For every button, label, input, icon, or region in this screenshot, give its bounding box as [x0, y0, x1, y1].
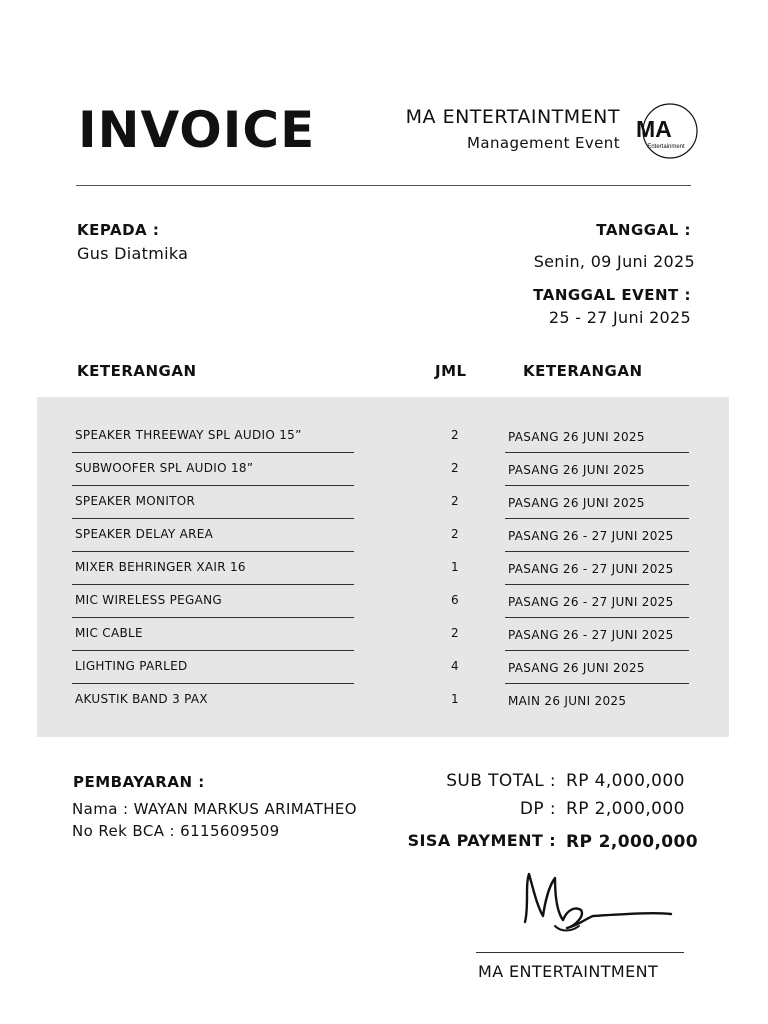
- table-row: [75, 651, 695, 684]
- item-note: PASANG 26 JUNI 2025: [508, 463, 645, 477]
- item-qty: 1: [451, 692, 459, 706]
- table-row: [75, 618, 695, 651]
- column-header-note: KETERANGAN: [523, 362, 643, 380]
- item-name: LIGHTING PARLED: [75, 659, 188, 673]
- item-name: SPEAKER MONITOR: [75, 494, 196, 508]
- signature-name: MA ENTERTAINTMENT: [478, 962, 659, 981]
- logo-mark: MA: [636, 116, 672, 142]
- item-name: AKUSTIK BAND 3 PAX: [75, 692, 208, 706]
- recipient-name: Gus Diatmika: [77, 244, 189, 263]
- item-qty: 4: [451, 659, 459, 673]
- dp-value: RP 2,000,000: [566, 799, 685, 819]
- date-label: TANGGAL :: [596, 221, 691, 239]
- company-name: MA ENTERTAINTMENT: [405, 106, 620, 128]
- date-value: Senin, 09 Juni 2025: [533, 252, 695, 271]
- item-note: PASANG 26 JUNI 2025: [508, 661, 645, 675]
- item-note: PASANG 26 - 27 JUNI 2025: [508, 595, 674, 609]
- item-qty: 2: [451, 461, 459, 475]
- subtotal-label: SUB TOTAL :: [446, 771, 556, 791]
- item-name: MIC CABLE: [75, 626, 143, 640]
- dp-label: DP :: [519, 799, 556, 819]
- item-qty: 2: [451, 626, 459, 640]
- item-qty: 6: [451, 593, 459, 607]
- item-name: MIC WIRELESS PEGANG: [75, 593, 223, 607]
- item-name: MIXER BEHRINGER XAIR 16: [75, 560, 246, 574]
- item-qty: 1: [451, 560, 459, 574]
- company-tagline: Management Event: [467, 134, 620, 152]
- company-logo: [630, 102, 704, 160]
- item-qty: 2: [451, 428, 459, 442]
- recipient-label: KEPADA :: [77, 221, 160, 239]
- item-qty: 2: [451, 527, 459, 541]
- item-note: PASANG 26 - 27 JUNI 2025: [508, 562, 674, 576]
- payment-name: Nama : WAYAN MARKUS ARIMATHEO: [72, 800, 357, 818]
- column-header-qty: JML: [435, 362, 467, 380]
- invoice-title: INVOICE: [78, 101, 316, 159]
- item-note: MAIN 26 JUNI 2025: [508, 694, 627, 708]
- subtotal-value: RP 4,000,000: [566, 771, 685, 791]
- item-name: SPEAKER DELAY AREA: [75, 527, 214, 541]
- payment-label: PEMBAYARAN :: [73, 773, 205, 791]
- header-divider: [76, 185, 691, 186]
- balance-value: RP 2,000,000: [566, 832, 698, 852]
- event-date-value: 25 - 27 Juni 2025: [548, 308, 691, 327]
- payment-account: No Rek BCA : 6115609509: [72, 822, 280, 840]
- item-note: PASANG 26 JUNI 2025: [508, 430, 645, 444]
- item-name: SPEAKER THREEWAY SPL AUDIO 15”: [75, 428, 302, 442]
- table-row: [75, 552, 695, 585]
- table-row: [75, 486, 695, 519]
- logo-caption: Entertainment: [647, 144, 685, 150]
- table-row: [75, 453, 695, 486]
- item-name: SUBWOOFER SPL AUDIO 18”: [75, 461, 254, 475]
- item-note: PASANG 26 - 27 JUNI 2025: [508, 529, 674, 543]
- item-note: PASANG 26 - 27 JUNI 2025: [508, 628, 674, 642]
- signature-image: [515, 866, 675, 938]
- item-note: PASANG 26 JUNI 2025: [508, 496, 645, 510]
- balance-label: SISA PAYMENT :: [407, 831, 556, 850]
- table-row: [75, 684, 695, 717]
- column-header-item: KETERANGAN: [77, 362, 197, 380]
- signature-line: [476, 952, 684, 953]
- item-qty: 2: [451, 494, 459, 508]
- event-date-label: TANGGAL EVENT :: [533, 286, 691, 304]
- table-row: [75, 585, 695, 618]
- table-row: [75, 519, 695, 552]
- table-row: [75, 420, 695, 453]
